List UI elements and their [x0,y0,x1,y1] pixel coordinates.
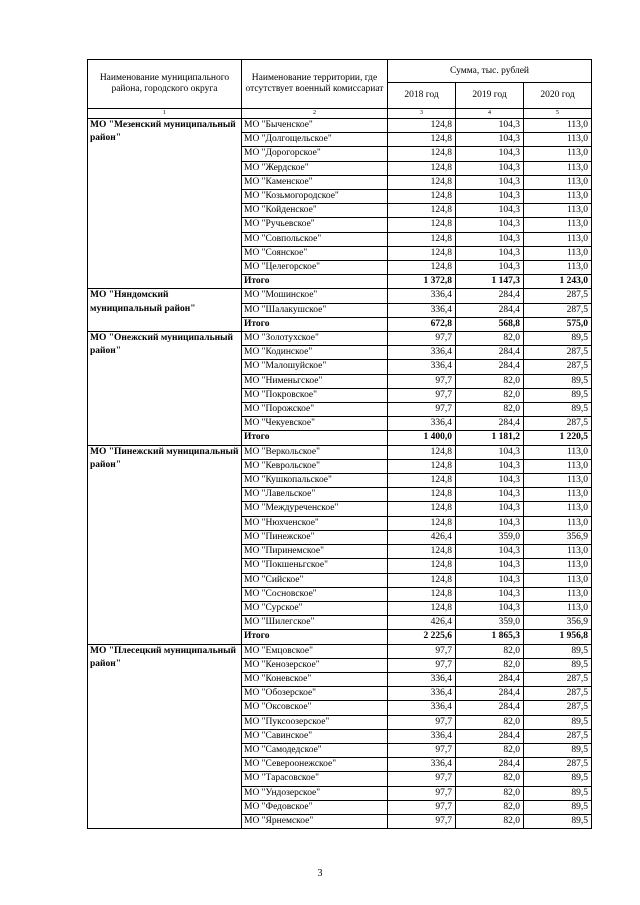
amount-2018: 97,7 [388,658,456,672]
amount-2020: 287,5 [524,687,592,701]
territory-name: МО "Покшеньгское" [242,559,388,573]
territory-name: МО "Междуреченское" [242,502,388,516]
amount-2020: 89,5 [524,374,592,388]
amount-2020: 287,5 [524,346,592,360]
amount-2020: 287,5 [524,672,592,686]
territory-name: МО "Кушкопальское" [242,474,388,488]
amount-2018: 97,7 [388,644,456,658]
territory-name: МО "Федовское" [242,800,388,814]
territory-name: МО "Целегорское" [242,261,388,275]
amount-2020: 113,0 [524,474,592,488]
amount-2020: 113,0 [524,573,592,587]
amount-2019: 82,0 [456,644,524,658]
amount-2018: 124,8 [388,246,456,260]
territory-name: МО "Покровское" [242,388,388,402]
district-name: МО "Плесецкий муниципальный район" [88,644,242,829]
total-label: Итого [242,275,388,289]
amount-2019: 284,4 [456,729,524,743]
amount-2020: 113,0 [524,175,592,189]
amount-2018: 97,7 [388,800,456,814]
amount-2020: 113,0 [524,190,592,204]
amount-2019: 284,4 [456,701,524,715]
header-year-2019: 2019 год [456,83,524,109]
amount-2019: 104,3 [456,474,524,488]
amount-2020: 356,9 [524,530,592,544]
amount-2018: 124,8 [388,587,456,601]
territory-name: МО "Чекуевское" [242,417,388,431]
amount-2018: 336,4 [388,758,456,772]
amount-2019: 82,0 [456,658,524,672]
territory-name: МО "Пиринемское" [242,545,388,559]
amount-2020: 113,0 [524,516,592,530]
amount-2019: 1 865,3 [456,630,524,644]
amount-2020: 113,0 [524,232,592,246]
amount-2018: 426,4 [388,616,456,630]
amount-2018: 124,8 [388,261,456,275]
territory-name: МО "Порожское" [242,403,388,417]
territory-name: МО "Каменское" [242,175,388,189]
amount-2019: 568,8 [456,317,524,331]
amount-2018: 336,4 [388,417,456,431]
amount-2020: 113,0 [524,445,592,459]
amount-2020: 113,0 [524,601,592,615]
amount-2018: 124,8 [388,190,456,204]
amount-2019: 284,4 [456,687,524,701]
amount-2020: 113,0 [524,502,592,516]
amount-2019: 82,0 [456,374,524,388]
territory-name: МО "Сийское" [242,573,388,587]
amount-2019: 104,3 [456,190,524,204]
amount-2018: 124,8 [388,488,456,502]
amount-2020: 287,5 [524,701,592,715]
district-name: МО "Онежский муниципальный район" [88,332,242,446]
amount-2020: 113,0 [524,204,592,218]
amount-2020: 287,5 [524,417,592,431]
column-number: 1 [88,109,242,119]
amount-2018: 336,4 [388,303,456,317]
page-number: 3 [317,868,323,879]
amount-2018: 124,8 [388,459,456,473]
amount-2020: 1 243,0 [524,275,592,289]
header-sum: Сумма, тыс. рублей [388,60,592,83]
amount-2018: 97,7 [388,374,456,388]
territory-name: МО "Малошуйское" [242,360,388,374]
amount-2019: 82,0 [456,332,524,346]
territory-name: МО "Мошинское" [242,289,388,303]
amount-2019: 284,4 [456,289,524,303]
table-row [88,644,592,658]
amount-2018: 336,4 [388,729,456,743]
amount-2019: 104,3 [456,204,524,218]
amount-2019: 104,3 [456,261,524,275]
amount-2018: 124,8 [388,502,456,516]
amount-2019: 104,3 [456,175,524,189]
amount-2018: 124,8 [388,559,456,573]
amount-2019: 284,4 [456,346,524,360]
territory-name: МО "Дорогорское" [242,147,388,161]
district-name: МО "Няндомский муниципальный район" [88,289,242,332]
amount-2018: 1 400,0 [388,431,456,445]
territory-name: МО "Емцовское" [242,644,388,658]
amount-2019: 104,3 [456,502,524,516]
territory-name: МО "Ручьевское" [242,218,388,232]
funding-table [87,59,592,829]
total-label: Итого [242,431,388,445]
amount-2018: 97,7 [388,772,456,786]
total-label: Итого [242,630,388,644]
amount-2020: 113,0 [524,559,592,573]
amount-2018: 124,8 [388,573,456,587]
amount-2019: 104,3 [456,161,524,175]
amount-2018: 97,7 [388,743,456,757]
amount-2018: 124,8 [388,601,456,615]
territory-name: МО "Кодинское" [242,346,388,360]
amount-2020: 287,5 [524,758,592,772]
amount-2019: 104,3 [456,516,524,530]
amount-2020: 113,0 [524,587,592,601]
amount-2018: 97,7 [388,388,456,402]
amount-2020: 89,5 [524,644,592,658]
table-row [88,119,592,133]
amount-2020: 89,5 [524,332,592,346]
amount-2018: 97,7 [388,715,456,729]
amount-2019: 1 147,3 [456,275,524,289]
amount-2019: 104,3 [456,601,524,615]
amount-2018: 124,8 [388,119,456,133]
territory-name: МО "Кеврольское" [242,459,388,473]
amount-2020: 113,0 [524,246,592,260]
amount-2018: 124,8 [388,474,456,488]
territory-name: МО "Коневское" [242,672,388,686]
amount-2020: 89,5 [524,658,592,672]
territory-name: МО "Козьмогородское" [242,190,388,204]
table-body [88,60,592,829]
amount-2020: 89,5 [524,388,592,402]
territory-name: МО "Шалакушское" [242,303,388,317]
header-territory: Наименование территории, где отсутствует военный комиссариат [242,60,388,109]
amount-2020: 89,5 [524,743,592,757]
territory-name: МО "Обозерское" [242,687,388,701]
amount-2020: 1 220,5 [524,431,592,445]
amount-2019: 359,0 [456,616,524,630]
table-row [88,332,592,346]
territory-name: МО "Жердское" [242,161,388,175]
territory-name: МО "Быченское" [242,119,388,133]
amount-2018: 336,4 [388,360,456,374]
amount-2020: 113,0 [524,488,592,502]
amount-2019: 104,3 [456,488,524,502]
column-number: 4 [456,109,524,119]
amount-2019: 104,3 [456,587,524,601]
amount-2020: 113,0 [524,161,592,175]
territory-name: МО "Пуксоозерское" [242,715,388,729]
territory-name: МО "Сосновское" [242,587,388,601]
amount-2020: 1 956,8 [524,630,592,644]
amount-2020: 287,5 [524,303,592,317]
territory-name: МО "Пинежское" [242,530,388,544]
header-row [88,60,592,83]
amount-2019: 82,0 [456,743,524,757]
amount-2019: 104,3 [456,459,524,473]
amount-2020: 575,0 [524,317,592,331]
amount-2018: 336,4 [388,672,456,686]
amount-2020: 113,0 [524,119,592,133]
amount-2020: 113,0 [524,459,592,473]
amount-2019: 104,3 [456,545,524,559]
amount-2018: 97,7 [388,332,456,346]
amount-2020: 287,5 [524,729,592,743]
amount-2020: 89,5 [524,772,592,786]
amount-2019: 82,0 [456,786,524,800]
amount-2018: 97,7 [388,403,456,417]
total-label: Итого [242,317,388,331]
amount-2018: 336,4 [388,289,456,303]
column-number: 3 [388,109,456,119]
amount-2018: 124,8 [388,161,456,175]
territory-name: МО "Ярнемское" [242,814,388,828]
amount-2020: 287,5 [524,360,592,374]
territory-name: МО "Сурское" [242,601,388,615]
territory-name: МО "Совпольское" [242,232,388,246]
amount-2019: 104,3 [456,559,524,573]
amount-2019: 284,4 [456,672,524,686]
amount-2020: 356,9 [524,616,592,630]
amount-2018: 124,8 [388,516,456,530]
amount-2019: 359,0 [456,530,524,544]
amount-2019: 284,4 [456,303,524,317]
amount-2018: 336,4 [388,346,456,360]
header-year-2018: 2018 год [388,83,456,109]
amount-2018: 124,8 [388,204,456,218]
amount-2020: 113,0 [524,147,592,161]
amount-2019: 104,3 [456,573,524,587]
amount-2019: 1 181,2 [456,431,524,445]
amount-2020: 113,0 [524,133,592,147]
header-district: Наименование муниципального района, городского округа [88,60,242,109]
amount-2020: 113,0 [524,261,592,275]
territory-name: МО "Кенозерское" [242,658,388,672]
column-number: 2 [242,109,388,119]
territory-name: МО "Шилегское" [242,616,388,630]
amount-2019: 284,4 [456,758,524,772]
amount-2020: 89,5 [524,403,592,417]
district-name: МО "Мезенский муниципальный район" [88,119,242,289]
amount-2018: 124,8 [388,175,456,189]
territory-name: МО "Долгощельское" [242,133,388,147]
amount-2020: 89,5 [524,715,592,729]
amount-2019: 104,3 [456,133,524,147]
amount-2019: 82,0 [456,772,524,786]
amount-2018: 124,8 [388,218,456,232]
column-number-row [88,109,592,119]
amount-2020: 89,5 [524,800,592,814]
amount-2018: 124,8 [388,147,456,161]
amount-2019: 284,4 [456,417,524,431]
amount-2019: 104,3 [456,232,524,246]
district-name: МО "Пинежский муниципальный район" [88,445,242,644]
territory-name: МО "Веркольское" [242,445,388,459]
amount-2018: 426,4 [388,530,456,544]
territory-name: МО "Соянское" [242,246,388,260]
amount-2018: 97,7 [388,786,456,800]
territory-name: МО "Лавельское" [242,488,388,502]
territory-name: МО "Золотухское" [242,332,388,346]
amount-2018: 336,4 [388,687,456,701]
amount-2020: 89,5 [524,786,592,800]
territory-name: МО "Тарасовское" [242,772,388,786]
amount-2018: 1 372,8 [388,275,456,289]
amount-2019: 104,3 [456,246,524,260]
territory-name: МО "Савинское" [242,729,388,743]
territory-name: МО "Койденское" [242,204,388,218]
amount-2019: 104,3 [456,119,524,133]
amount-2020: 113,0 [524,218,592,232]
table-row [88,445,592,459]
territory-name: МО "Ундозерское" [242,786,388,800]
territory-name: МО "Оксовское" [242,701,388,715]
amount-2019: 82,0 [456,800,524,814]
column-number: 5 [524,109,592,119]
amount-2019: 82,0 [456,814,524,828]
amount-2020: 287,5 [524,289,592,303]
territory-name: МО "Самодедское" [242,743,388,757]
amount-2019: 104,3 [456,147,524,161]
amount-2019: 104,3 [456,445,524,459]
table-row [88,289,592,303]
amount-2019: 82,0 [456,715,524,729]
amount-2018: 336,4 [388,701,456,715]
amount-2018: 124,8 [388,232,456,246]
amount-2018: 97,7 [388,814,456,828]
amount-2018: 2 225,6 [388,630,456,644]
amount-2019: 284,4 [456,360,524,374]
amount-2018: 124,8 [388,545,456,559]
territory-name: МО "Нюхченское" [242,516,388,530]
amount-2019: 104,3 [456,218,524,232]
amount-2019: 82,0 [456,403,524,417]
territory-name: МО "Североонежское" [242,758,388,772]
amount-2018: 124,8 [388,133,456,147]
amount-2020: 89,5 [524,814,592,828]
amount-2018: 124,8 [388,445,456,459]
territory-name: МО "Нименьгское" [242,374,388,388]
amount-2019: 82,0 [456,388,524,402]
header-year-2020: 2020 год [524,83,592,109]
amount-2020: 113,0 [524,545,592,559]
amount-2018: 672,8 [388,317,456,331]
